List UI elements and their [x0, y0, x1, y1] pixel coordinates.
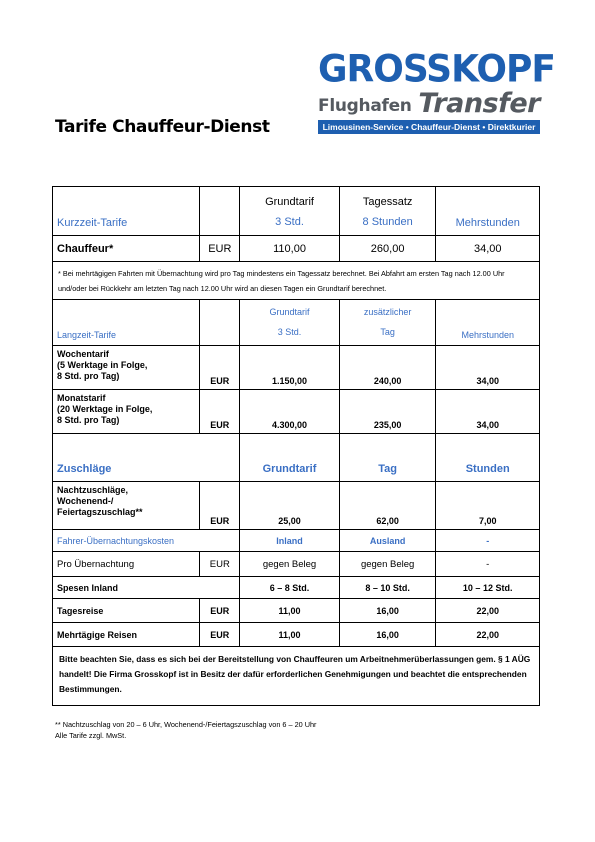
label-line: Feiertagszuschlag**	[57, 507, 143, 517]
label-line: 8 Std. pro Tag)	[57, 371, 120, 381]
row-tag: 240,00	[340, 346, 437, 389]
row-mehrstunden: 34,00	[476, 420, 499, 430]
label-line: Monatstarif	[57, 393, 106, 403]
kurzzeit-section-title: Kurzzeit-Tarife	[53, 187, 200, 235]
fahrer-col-dash: -	[486, 535, 490, 546]
row-currency: EUR	[200, 390, 240, 433]
col-sublabel: 3 Std.	[277, 327, 302, 337]
row-label: Pro Übernachtung	[53, 552, 200, 576]
row-label: Spesen Inland	[53, 577, 240, 598]
row-spesen-c: 10 – 12 Std.	[462, 582, 513, 593]
label-line: Wochentarif	[57, 349, 109, 359]
label-line: (5 Werktage in Folge,	[57, 360, 148, 370]
row-tag: 235,00	[340, 390, 437, 433]
langzeit-col-mehrstunden: Mehrstunden	[461, 330, 514, 340]
company-logo	[318, 47, 555, 134]
row-value-a: 11,00	[240, 623, 340, 646]
row-currency: EUR	[200, 623, 240, 646]
logo-sub-transfer: Transfer	[418, 88, 540, 119]
kurzzeit-note-row	[53, 262, 539, 300]
col-label: Tagessatz	[362, 196, 413, 208]
row-value-b: 16,00	[340, 623, 437, 646]
row-currency: EUR	[200, 599, 240, 622]
row-dash: -	[486, 558, 490, 570]
col-sublabel: 3 Std.	[275, 216, 304, 228]
label-line: Wochenend-/	[57, 496, 114, 506]
zuschlaege-col-tag: Tag	[340, 434, 437, 481]
row-inland: gegen Beleg	[240, 552, 340, 576]
langzeit-col-tag	[340, 300, 437, 345]
table-row	[53, 346, 539, 390]
row-value-a: 11,00	[240, 599, 340, 622]
row-mehrstunden: 34,00	[476, 376, 499, 386]
row-label	[53, 390, 200, 433]
row-tag: 62,00	[340, 482, 437, 529]
col-label: zusätzlicher	[363, 307, 412, 317]
page-title: Tarife Chauffeur-Dienst	[55, 117, 270, 137]
langzeit-col-grundtarif	[240, 300, 340, 345]
row-currency: EUR	[200, 346, 240, 389]
row-ausland: gegen Beleg	[340, 552, 437, 576]
col-sublabel: Tag	[380, 327, 395, 337]
table-row	[53, 236, 539, 262]
empty-cell	[200, 300, 240, 345]
kurzzeit-col-grundtarif	[240, 187, 340, 235]
kurzzeit-header-row	[53, 187, 539, 236]
empty-cell	[200, 187, 240, 235]
fahrer-col-ausland: Ausland	[340, 530, 437, 551]
table-row	[53, 623, 539, 647]
col-sublabel: 8 Stunden	[362, 216, 413, 228]
table-row	[53, 390, 539, 434]
row-currency: EUR	[200, 552, 240, 576]
row-value-c: 22,00	[476, 629, 499, 640]
footnote-line: Alle Tarife zzgl. MwSt.	[55, 730, 127, 740]
row-currency: EUR	[200, 482, 240, 529]
zuschlaege-header-row	[53, 434, 539, 482]
row-mehrstunden: 34,00	[473, 242, 502, 255]
row-spesen-a: 6 – 8 Std.	[240, 577, 340, 598]
col-label: Grundtarif	[265, 196, 314, 208]
row-label: Chauffeur*	[53, 236, 200, 261]
zuschlaege-col-grundtarif: Grundtarif	[240, 434, 340, 481]
langzeit-section-title: Langzeit-Tarife	[53, 300, 200, 345]
row-grundtarif: 110,00	[240, 236, 340, 261]
row-tagessatz: 260,00	[340, 236, 437, 261]
label-line: (20 Werktage in Folge,	[57, 404, 153, 414]
logo-tagline: Limousinen-Service • Chauffeur-Dienst • Direktkurier	[318, 120, 540, 134]
disclaimer-text: Bitte beachten Sie, dass es sich bei der Bereitstellung von Chauffeuren um Arbeitnehmerüberlassungen gem. § 1 AÜG handelt! Die Firma Grosskopf ist in Besitz der dafür erforderlichen Genehmigungen und beachtet die entsprechenden Bestimmungen.	[59, 654, 531, 694]
row-label	[53, 482, 200, 529]
langzeit-header-row	[53, 300, 539, 346]
logo-sub-flughafen: Flughafen	[318, 96, 412, 116]
table-row	[53, 482, 539, 530]
row-label: Mehrtägige Reisen	[53, 623, 200, 646]
row-grundtarif: 25,00	[240, 482, 340, 529]
label-line: Nachtzuschläge,	[57, 485, 129, 495]
label-line: 8 Std. pro Tag)	[57, 415, 120, 425]
row-label	[53, 346, 200, 389]
tariff-table	[52, 186, 540, 706]
zuschlaege-section-title: Zuschläge	[53, 434, 240, 481]
fahrer-header-row	[53, 530, 539, 552]
zuschlaege-col-stunden: Stunden	[465, 463, 510, 475]
row-stunden: 7,00	[478, 516, 497, 526]
row-label: Tagesreise	[53, 599, 200, 622]
logo-brand: GROSSKOPF	[318, 47, 555, 91]
row-value-c: 22,00	[476, 605, 499, 616]
disclaimer-row	[53, 647, 539, 705]
table-row	[53, 577, 539, 599]
row-spesen-b: 8 – 10 Std.	[340, 577, 437, 598]
row-grundtarif: 4.300,00	[240, 390, 340, 433]
row-value-b: 16,00	[340, 599, 437, 622]
row-currency: EUR	[200, 236, 240, 261]
row-grundtarif: 1.150,00	[240, 346, 340, 389]
footnote-line: ** Nachtzuschlag von 20 – 6 Uhr, Wochenend-/Feiertagszuschlag von 6 – 20 Uhr	[55, 720, 317, 729]
fahrer-section-title: Fahrer-Übernachtungskosten	[53, 530, 240, 551]
fahrer-col-inland: Inland	[240, 530, 340, 551]
col-label: Grundtarif	[269, 307, 310, 317]
kurzzeit-col-mehrstunden: Mehrstunden	[455, 217, 520, 229]
logo-subline	[318, 90, 540, 122]
table-row	[53, 552, 539, 577]
kurzzeit-col-tagessatz	[340, 187, 437, 235]
footnotes	[55, 720, 317, 741]
table-row	[53, 599, 539, 623]
kurzzeit-note: * Bei mehrtägigen Fahrten mit Übernachtung wird pro Tag mindestens ein Tagessatz berechnet. Bei Abfahrt am ersten Tag nach 12.00 Uhr und/oder bei Rückkehr am letzten Tag nach 12.00 Uhr wird an diesen Tagen ein Grundtarif berechnet.	[58, 269, 505, 293]
